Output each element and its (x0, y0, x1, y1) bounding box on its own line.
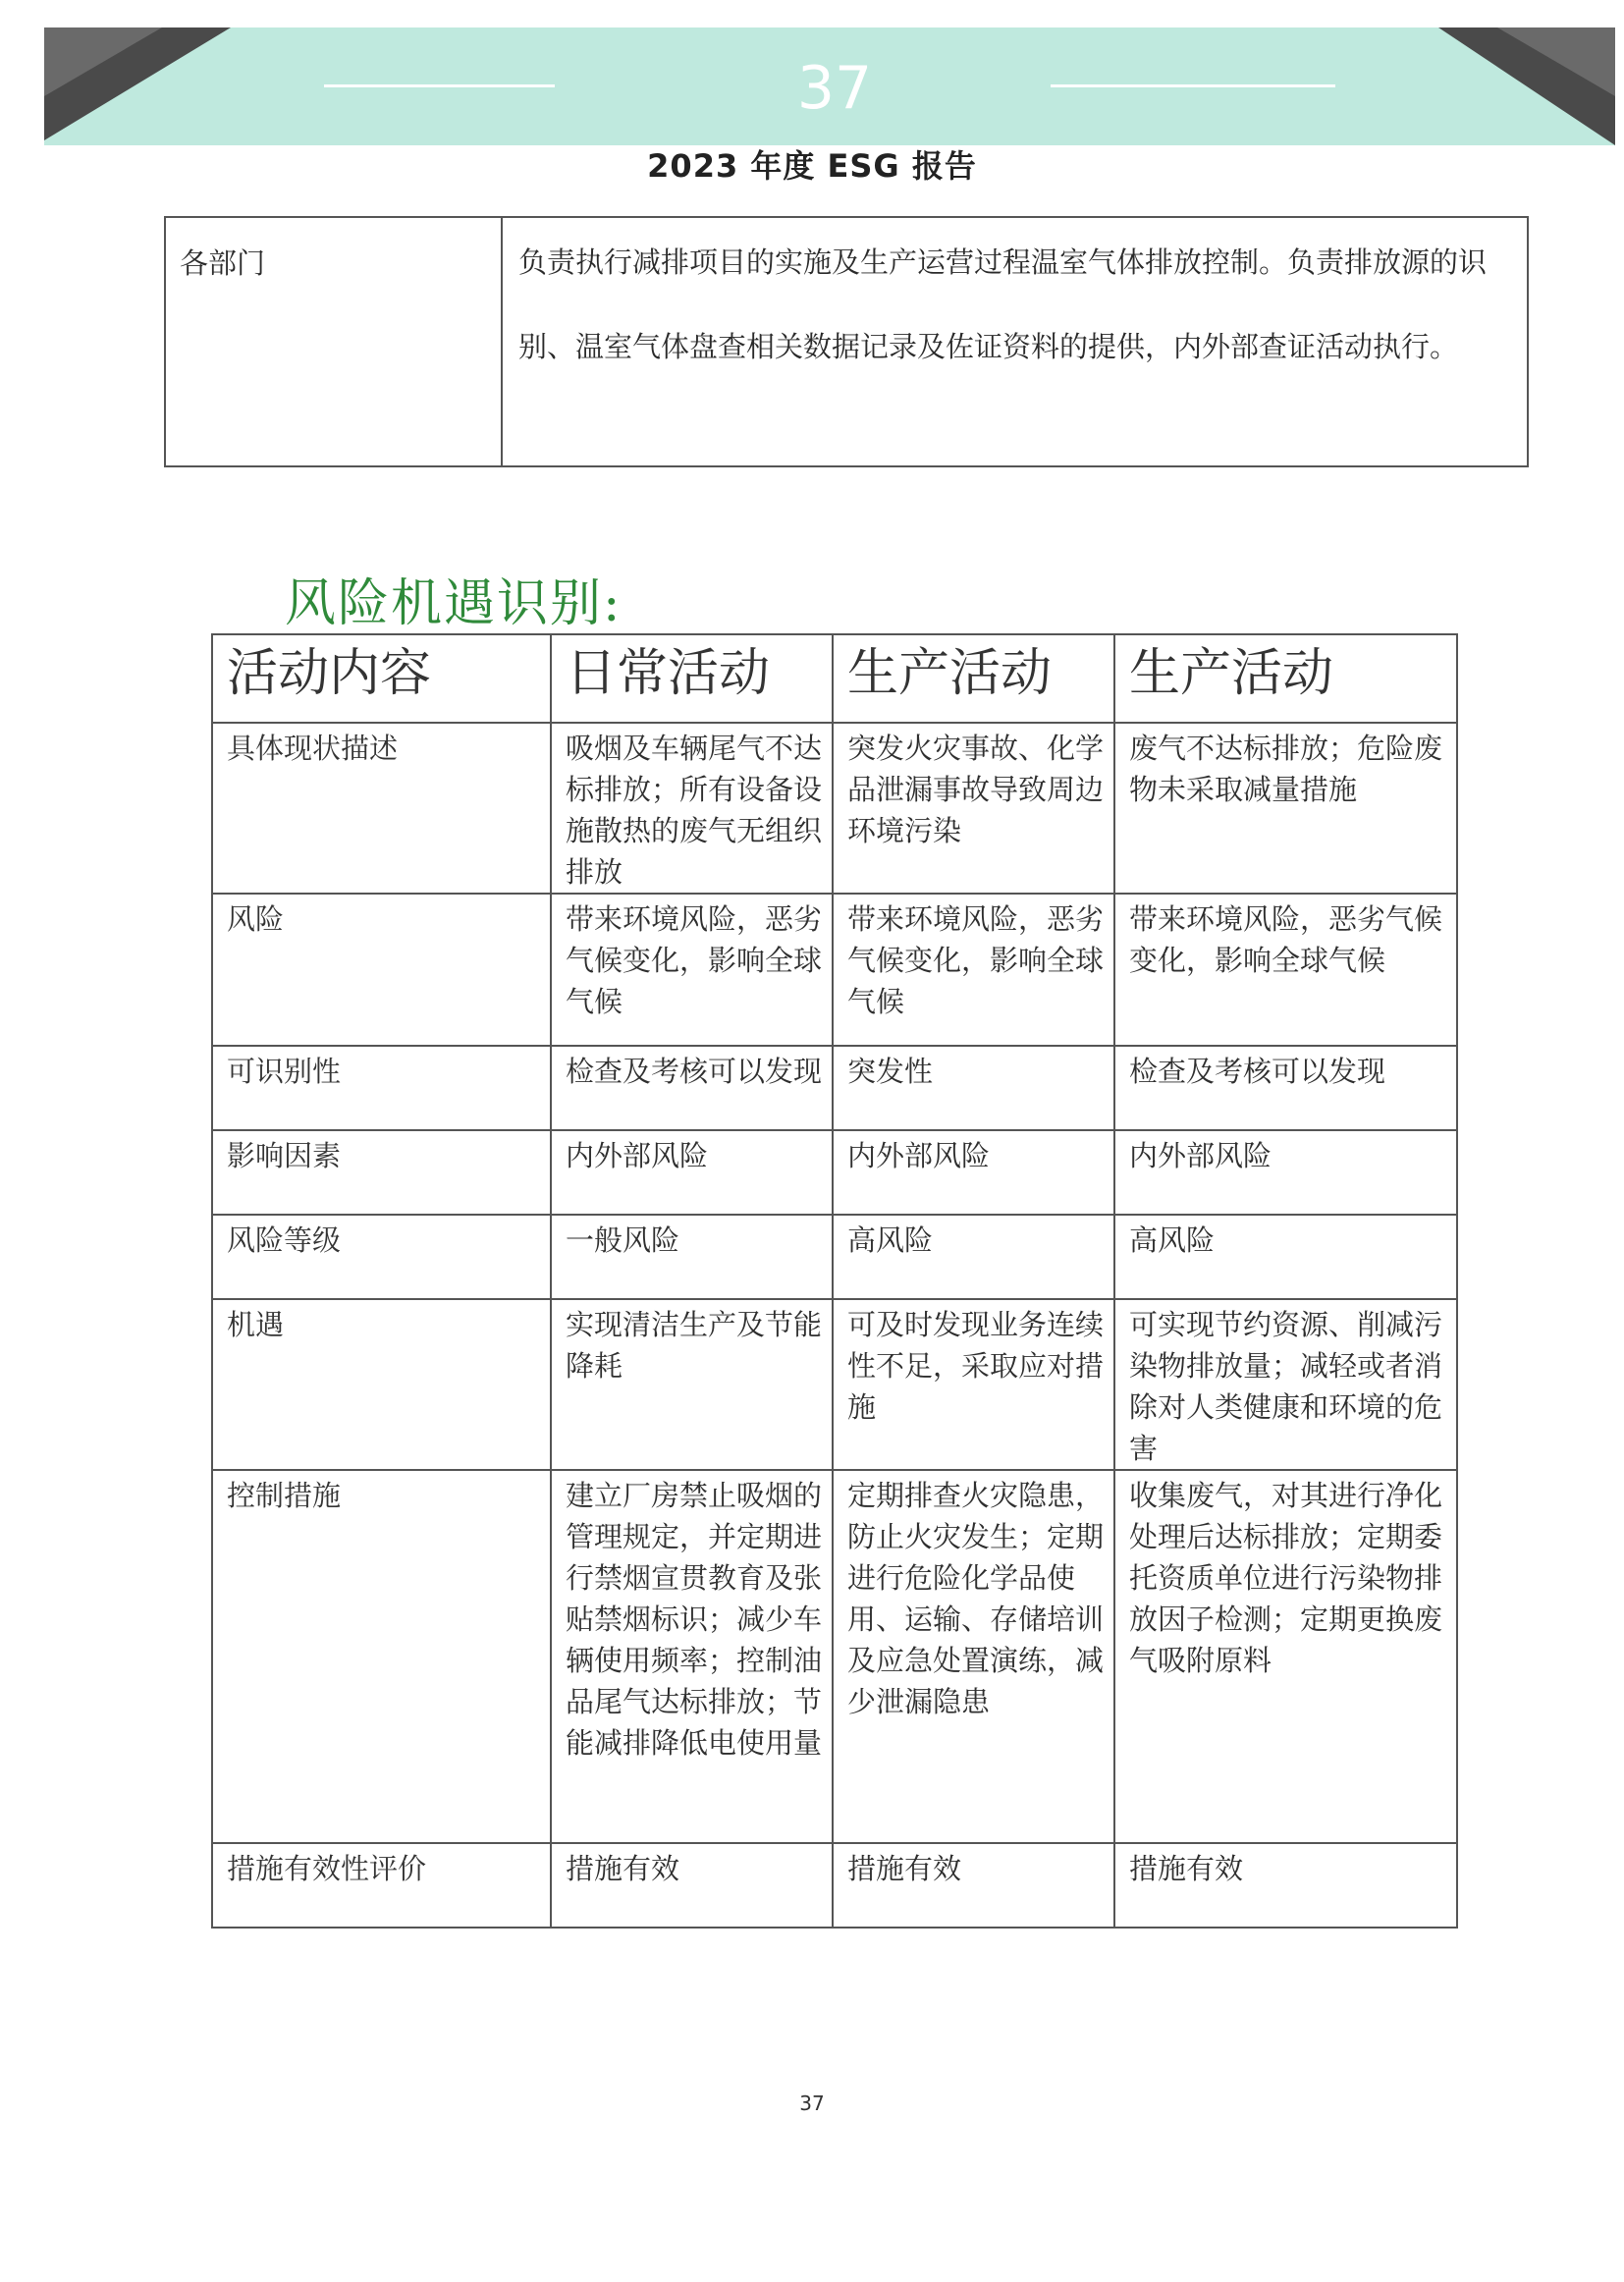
table-cell: 措施有效 (1114, 1843, 1457, 1928)
table-cell: 实现清洁生产及节能降耗 (551, 1299, 833, 1470)
table-cell: 检查及考核可以发现 (1114, 1046, 1457, 1130)
row-label: 具体现状描述 (212, 723, 551, 894)
corner-decoration-right (1438, 27, 1615, 145)
table-row (212, 723, 1457, 894)
table-cell: 高风险 (833, 1215, 1114, 1299)
row-label: 风险 (212, 894, 551, 1046)
table-cell: 带来环境风险，恶劣气候变化，影响全球气候 (1114, 894, 1457, 1046)
row-label: 影响因素 (212, 1130, 551, 1215)
footer-page-number: 37 (799, 2092, 825, 2115)
table-cell: 带来环境风险，恶劣气候变化，影响全球气候 (833, 894, 1114, 1046)
row-label: 控制措施 (212, 1470, 551, 1843)
column-header: 生产活动 (1114, 634, 1457, 723)
table-cell: 带来环境风险，恶劣气候变化，影响全球气候 (551, 894, 833, 1046)
table-cell: 可及时发现业务连续性不足，采取应对措施 (833, 1299, 1114, 1470)
table-row (212, 1215, 1457, 1299)
table-cell: 可实现节约资源、削减污染物排放量；减轻或者消除对人类健康和环境的危害 (1114, 1299, 1457, 1470)
department-cell: 各部门 (166, 218, 503, 465)
table-cell: 检查及考核可以发现 (551, 1046, 833, 1130)
table-cell: 内外部风险 (1114, 1130, 1457, 1215)
table-cell: 高风险 (1114, 1215, 1457, 1299)
table-cell: 废气不达标排放；危险废物未采取减量措施 (1114, 723, 1457, 894)
table-cell: 一般风险 (551, 1215, 833, 1299)
table-row (212, 894, 1457, 1046)
column-header: 生产活动 (833, 634, 1114, 723)
table-row (212, 1470, 1457, 1843)
table-cell: 突发火灾事故、化学品泄漏事故导致周边环境污染 (833, 723, 1114, 894)
report-title: 2023 年度 ESG 报告 (647, 147, 977, 185)
banner-divider-right (1051, 84, 1335, 87)
table-row (212, 1843, 1457, 1928)
table-row (212, 1046, 1457, 1130)
table-cell: 措施有效 (551, 1843, 833, 1928)
section-heading: 风险机遇识别: (285, 574, 623, 633)
responsibility-table (164, 216, 1529, 467)
row-label: 可识别性 (212, 1046, 551, 1130)
table-cell: 定期排查火灾隐患，防止火灾发生；定期进行危险化学品使用、运输、存储培训及应急处置演练，减少泄漏隐患 (833, 1470, 1114, 1843)
row-label: 机遇 (212, 1299, 551, 1470)
table-cell: 吸烟及车辆尾气不达标排放；所有设备设施散热的废气无组织排放 (551, 723, 833, 894)
table-header-row (212, 634, 1457, 723)
row-label: 风险等级 (212, 1215, 551, 1299)
page-badge: 37 (796, 54, 873, 123)
responsibility-description: 负责执行减排项目的实施及生产运营过程温室气体排放控制。负责排放源的识别、温室气体盘查相关数据记录及佐证资料的提供，内外部查证活动执行。 (518, 245, 1488, 363)
table-row (212, 1299, 1457, 1470)
table-cell: 内外部风险 (551, 1130, 833, 1215)
column-header: 活动内容 (212, 634, 551, 723)
table-cell: 突发性 (833, 1046, 1114, 1130)
table-row (212, 1130, 1457, 1215)
table-cell: 收集废气，对其进行净化处理后达标排放；定期委托资质单位进行污染物排放因子检测；定期更换废气吸附原料 (1114, 1470, 1457, 1843)
banner-divider-left (324, 84, 555, 87)
table-cell: 建立厂房禁止吸烟的管理规定，并定期进行禁烟宣贯教育及张贴禁烟标识；减少车辆使用频率；控制油品尾气达标排放；节能减排降低电使用量 (551, 1470, 833, 1843)
row-label: 措施有效性评价 (212, 1843, 551, 1928)
column-header: 日常活动 (551, 634, 833, 723)
risk-opportunity-table (211, 633, 1458, 1929)
table-cell: 措施有效 (833, 1843, 1114, 1928)
corner-decoration-left (44, 27, 231, 145)
table-cell: 内外部风险 (833, 1130, 1114, 1215)
